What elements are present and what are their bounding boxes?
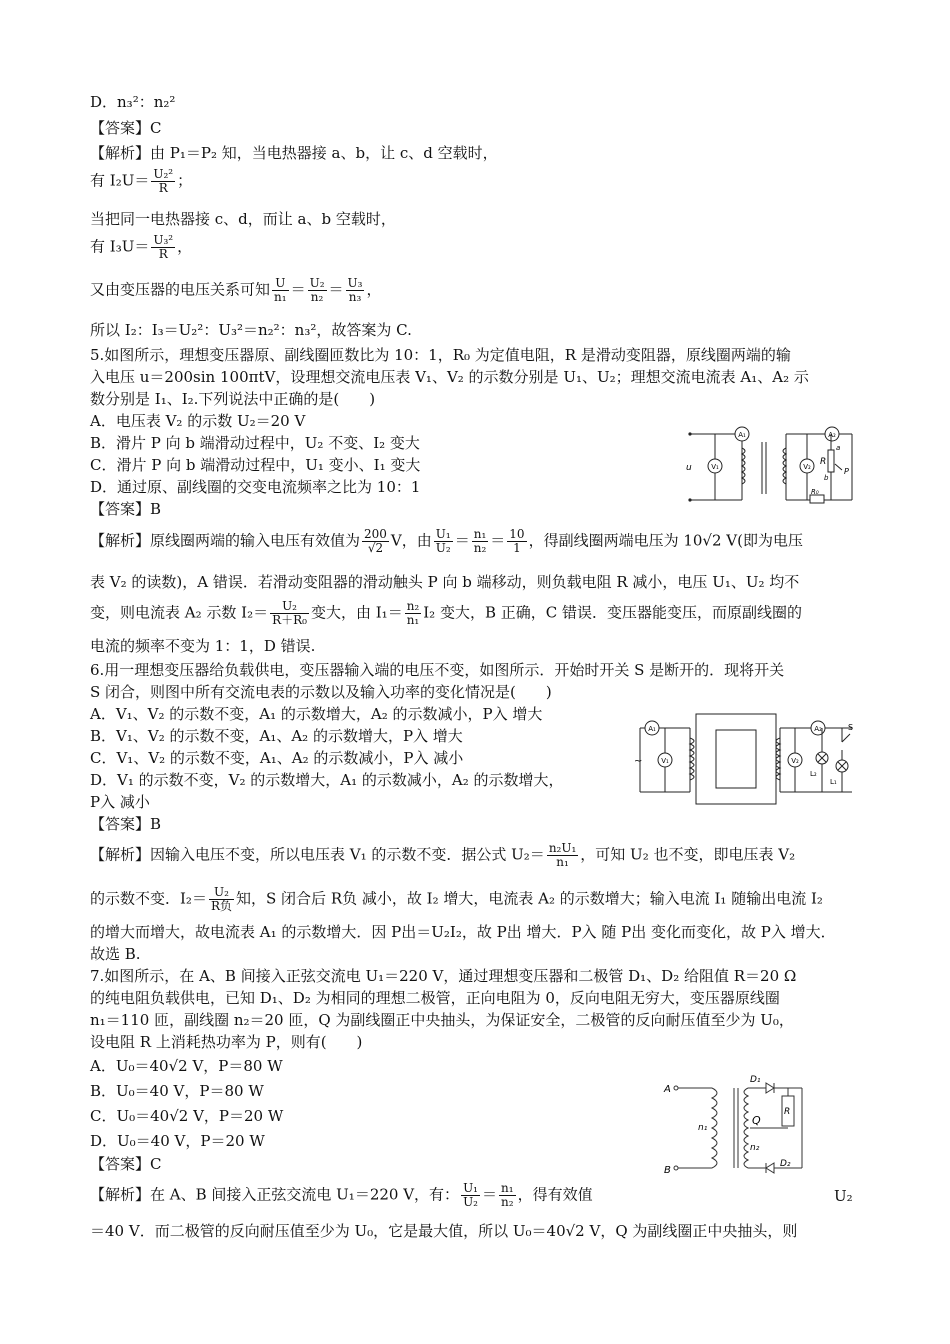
terminal-a-label: a <box>836 444 841 452</box>
ammeter-a2-label: A₂ <box>814 725 822 733</box>
ammeter-a1-label: A₁ <box>738 431 746 439</box>
fraction: $\frac{\text{U₃²}}{R}$ <box>153 233 174 261</box>
q5-stem-3: 数分别是 I₁、I₂.下列说法中正确的是( ) <box>90 390 376 408</box>
q7-option-d: D．U₀＝40 V，P＝20 W <box>90 1132 265 1150</box>
q7-explanation-1-u2: U₂ <box>834 1187 853 1205</box>
fraction: $\frac{\text{U₂}}{\text{R＋R₀}}$ <box>272 599 307 627</box>
q7-stem-1: 7.如图所示，在 A、B 间接入正弦交流电 U₁＝220 V，通过理想变压器和二极管 D₁、D₂ 给阻值 R＝20 Ω <box>90 967 797 985</box>
q6-option-d-1: D．V₁ 的示数不变，V₂ 的示数增大，A₁ 的示数减小，A₂ 的示数增大， <box>90 771 564 789</box>
q7-option-a: A．U₀＝40√2 V，P＝80 W <box>90 1057 283 1075</box>
explanation-prev-3: 当把同一电热器接 c、d，而让 a、b 空载时， <box>90 210 396 228</box>
fraction: $\frac{\text{U₂}}{\text{R负}}$ <box>210 885 232 913</box>
q6-explanation-4: 故选 B. <box>90 945 141 963</box>
q7-stem-3: n₁＝110 匝，副线圈 n₂＝20 匝，Q 为副线圈正中央抽头，为保证安全，二极管的反向耐压值至少为 U₀， <box>90 1011 794 1029</box>
explanation-prev-5: 又由变压器的电压关系可知 $\frac{U}{\text{n₁}}$ ＝ $\frac{\text{U₂}}{\text{n₂}}$ ＝ $\frac{\text{U₃}}{\text{n₃}}$ ， <box>90 276 382 304</box>
fraction: $\frac{\text{n₂}}{\text{n₁}}$ <box>406 599 420 627</box>
q7-option-c: C．U₀＝40√2 V，P＝20 W <box>90 1107 284 1125</box>
q5-explanation-4: 电流的频率不变为 1：1，D 错误. <box>90 637 316 655</box>
fraction: $\frac{\text{U₃}}{\text{n₃}}$ <box>347 276 363 304</box>
terminal-b-label: b <box>824 474 829 482</box>
coil-n1-label: n₁ <box>698 1123 708 1133</box>
voltmeter-v2-label: V₂ <box>803 463 811 471</box>
resistor-r0-label: R₀ <box>811 488 819 496</box>
explanation-prev-4: 有 I₃U＝ $\frac{\text{U₃²}}{R}$ ， <box>90 233 193 261</box>
q5-explanation-2: 表 V₂ 的读数)，A 错误．若滑动变阻器的滑动触头 P 向 b 端移动，则负载电阻 R 减小，电压 U₁、U₂ 均不 <box>90 573 800 591</box>
q6-circuit-diagram <box>630 710 858 806</box>
explanation-prev-2: 有 I₂U＝ $\frac{\text{U₂²}}{R}$ ； <box>90 167 193 195</box>
voltmeter-v1-label: V₁ <box>661 757 669 765</box>
diode-d1-label: D₁ <box>750 1075 761 1085</box>
explanation-prev-1: 【解析】由 P₁＝P₂ 知，当电热器接 a、b，让 c、d 空载时， <box>90 144 498 162</box>
coil-n2-label: n₂ <box>750 1143 760 1153</box>
diode-d2-label: D₂ <box>780 1159 791 1169</box>
q5-explanation-1: 【解析】原线圈两端的输入电压有效值为 $\frac{200}{√2}$ V，由 $\frac{\text{U₁}}{\text{U₂}}$ ＝ $\frac{\text{n₁}}{\text{n₂}}$ ＝ $\frac{10}{1}$ ，得副线圈两端电压为 10√2 V(即为电压 <box>90 527 803 555</box>
ac-source-symbol: ~ <box>634 756 643 767</box>
q6-explanation-2: 的示数不变．I₂＝ $\frac{\text{U₂}}{\text{R负}}$ 知，S 闭合后 R负 减小，故 I₂ 增大，电流表 A₂ 的示数增大；输入电流 I₁ 随输出电流 I₂ <box>90 885 823 913</box>
q5-option-a: A．电压表 V₂ 的示数 U₂＝20 V <box>90 412 306 430</box>
q5-stem-1: 5.如图所示，理想变压器原、副线圈匝数比为 10：1，R₀ 为定值电阻，R 是滑动变阻器，原线圈两端的输 <box>90 346 791 364</box>
q6-stem-2: S 闭合，则图中所有交流电表的示数以及输入功率的变化情况是( ) <box>90 683 552 701</box>
terminal-a-label: A <box>664 1084 671 1095</box>
fraction: $\frac{\text{U₂}}{\text{n₂}}$ <box>309 276 325 304</box>
switch-s-label: S <box>848 723 854 732</box>
q7-explanation-2: ＝40 V．而二极管的反向耐压值至少为 U₀，它是最大值，所以 U₀＝40√2 V，Q 为副线圈正中央抽头，则 <box>90 1222 798 1240</box>
q6-stem-1: 6.用一理想变压器给负载供电，变压器输入端的电压不变，如图所示．开始时开关 S 是断开的．现将开关 <box>90 661 785 679</box>
q7-explanation-1: 【解析】在 A、B 间接入正弦交流电 U₁＝220 V，有： $\frac{\text{U₁}}{\text{U₂}}$ ＝ $\frac{\text{n₁}}{\text{n₂}}$ ，得有效值 <box>90 1181 593 1209</box>
resistor-r-label: R <box>784 1107 791 1117</box>
q7-stem-4: 设电阻 R 上消耗热功率为 P，则有( ) <box>90 1033 363 1051</box>
q6-option-c: C．V₁、V₂ 的示数不变，A₁、A₂ 的示数减小，P入 减小 <box>90 749 464 767</box>
q6-explanation-1: 【解析】因输入电压不变，所以电压表 V₁ 的示数不变．据公式 U₂＝ $\frac{\text{n₂U₁}}{\text{n₁}}$ ，可知 U₂ 也不变，即电压表 V₂ <box>90 841 796 869</box>
fraction: $\frac{\text{n₁}}{\text{n₂}}$ <box>501 1181 514 1209</box>
fraction: $\frac{\text{U₁}}{\text{U₂}}$ <box>463 1181 478 1209</box>
explanation-prev-6: 所以 I₂：I₃＝U₂²：U₃²＝n₂²：n₃²，故答案为 C. <box>90 321 412 339</box>
q7-stem-2: 的纯电阻负载供电，已知 D₁、D₂ 为相同的理想二极管，正向电阻为 0，反向电阻无穷大，变压器原线圈 <box>90 989 780 1007</box>
q7-circuit-diagram <box>662 1072 822 1184</box>
fraction: $\frac{U}{\text{n₁}}$ <box>274 276 287 304</box>
fraction: $\frac{\text{U₁}}{\text{U₂}}$ <box>435 527 451 555</box>
q6-option-b: B．V₁、V₂ 的示数不变，A₁、A₂ 的示数增大，P入 增大 <box>90 727 463 745</box>
voltmeter-v2-label: V₂ <box>791 757 799 765</box>
answer-prev: 【答案】C <box>90 119 162 137</box>
q5-option-b: B．滑片 P 向 b 端滑动过程中，U₂ 不变、I₂ 变大 <box>90 434 420 452</box>
ammeter-a1-label: A₁ <box>648 725 656 733</box>
fraction: $\frac{200}{√2}$ <box>364 527 387 555</box>
tap-q-label: Q <box>752 1114 761 1127</box>
fraction: $\frac{\text{U₂²}}{R}$ <box>153 167 174 195</box>
lamp-l1-label: L₁ <box>830 778 837 786</box>
input-u-label: u <box>686 463 692 473</box>
ammeter-a2-label: A₂ <box>828 431 836 439</box>
q6-explanation-3: 的增大而增大，故电流表 A₁ 的示数增大．因 P出＝U₂I₂，故 P出 增大．P入 随 P出 变化而变化，故 P入 增大． <box>90 923 836 941</box>
q6-option-a: A．V₁、V₂ 的示数不变，A₁ 的示数增大，A₂ 的示数减小，P入 增大 <box>90 705 543 723</box>
terminal-b-label: B <box>664 1165 671 1176</box>
slider-p-label: P <box>844 467 849 476</box>
fraction: $\frac{10}{1}$ <box>509 527 525 555</box>
voltmeter-v1-label: V₁ <box>711 463 719 471</box>
fraction: $\frac{\text{n₁}}{\text{n₂}}$ <box>473 527 487 555</box>
q5-option-d: D．通过原、副线圈的交变电流频率之比为 10：1 <box>90 478 421 496</box>
resistor-r-label: R <box>820 457 827 467</box>
q6-option-d-2: P入 减小 <box>90 793 150 811</box>
q5-option-c: C．滑片 P 向 b 端滑动过程中，U₁ 变小、I₁ 变大 <box>90 456 421 474</box>
q5-answer: 【答案】B <box>90 500 162 518</box>
q6-answer: 【答案】B <box>90 815 162 833</box>
q7-option-b: B．U₀＝40 V，P＝80 W <box>90 1082 264 1100</box>
q5-explanation-3: 变，则电流表 A₂ 示数 I₂＝ $\frac{\text{U₂}}{\text{R＋R₀}}$ 变大，由 I₁＝ $\frac{\text{n₂}}{\text{n₁}}$ I₂ 变大，B 正确，C 错误．变压器能变压，而原副线圈的 <box>90 599 802 627</box>
q7-answer: 【答案】C <box>90 1155 162 1173</box>
q5-circuit-diagram <box>682 424 858 510</box>
fraction: $\frac{\text{n₂U₁}}{\text{n₁}}$ <box>548 841 577 869</box>
q5-stem-2: 入电压 u＝200sin 100πtV，设理想交流电压表 V₁、V₂ 的示数分别是 U₁、U₂；理想交流电流表 A₁、A₂ 示 <box>90 368 809 386</box>
option-d-prev: D．n₃²：n₂² <box>90 93 176 111</box>
lamp-l2-label: L₂ <box>810 770 817 778</box>
